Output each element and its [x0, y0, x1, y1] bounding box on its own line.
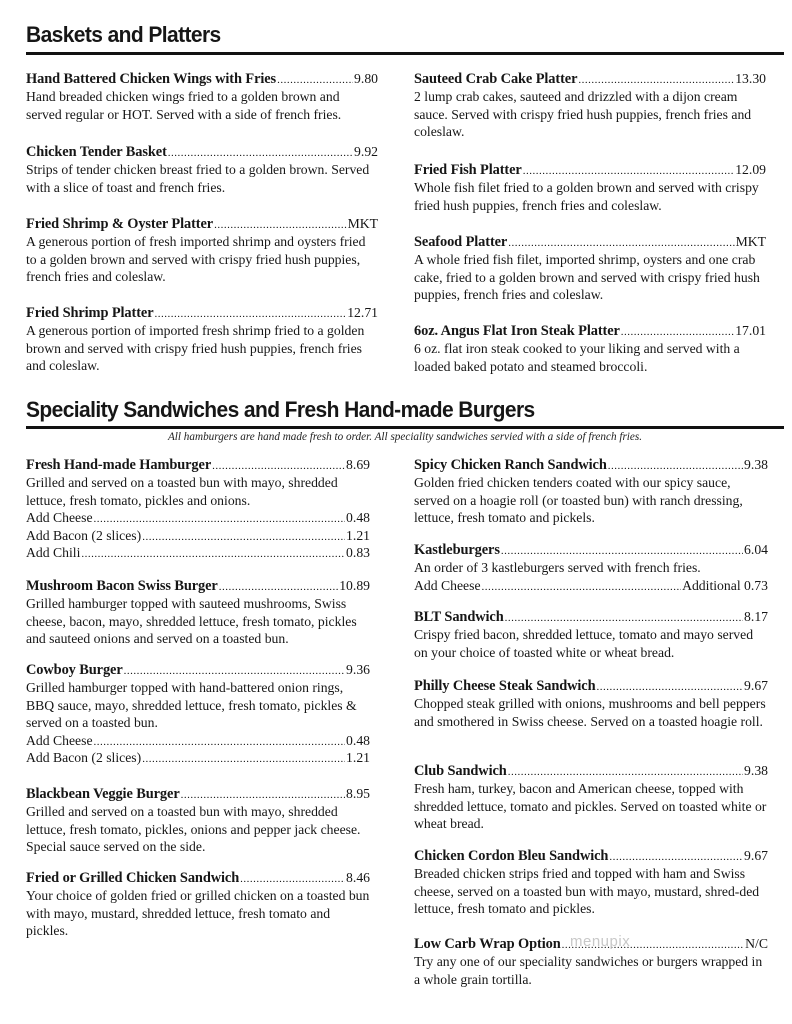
menu-item — [26, 215, 378, 286]
menu-item — [26, 785, 370, 856]
item-price: 8.95 — [346, 786, 370, 801]
item-price: 8.69 — [346, 457, 370, 472]
item-name: Fried Shrimp Platter — [26, 305, 154, 321]
item-name: Blackbean Veggie Burger — [26, 786, 180, 802]
item-price: 6.04 — [744, 542, 768, 557]
leader-dots — [124, 661, 345, 675]
item-description: Grilled hamburger topped with sauteed mushrooms, Swiss cheese, bacon, mayo, shredded lettuce, fresh tomato, pickles and sauteed onions and served on a toasted bun. — [26, 596, 357, 647]
addon-row — [26, 749, 370, 766]
leader-dots — [219, 577, 338, 591]
menu-item — [26, 869, 370, 940]
item-price: 17.01 — [735, 323, 766, 338]
item-price: 9.38 — [744, 457, 768, 472]
item-description: Fresh ham, turkey, bacon and American cheese, topped with shredded lettuce, tomato and pickles. Served on toasted white or wheat bread. — [414, 781, 767, 832]
addon-row — [26, 544, 370, 561]
item-description: Grilled and served on a toasted bun with mayo, shredded lettuce, fresh tomato, pickles and onions. — [26, 475, 338, 508]
item-description: Crispy fried bacon, shredded lettuce, tomato and mayo served on your choice of toasted white or wheat bread. — [414, 627, 754, 660]
item-name: 6oz. Angus Flat Iron Steak Platter — [414, 323, 620, 339]
item-name: Fried or Grilled Chicken Sandwich — [26, 870, 240, 886]
item-name: Chicken Cordon Bleu Sandwich — [414, 848, 609, 864]
addon-price: 1.21 — [346, 527, 370, 543]
leader-dots — [168, 143, 353, 157]
leader-dots — [505, 608, 743, 622]
item-price: MKT — [735, 234, 766, 249]
menu-item — [414, 541, 768, 594]
watermark-logo: menupix — [570, 933, 631, 950]
leader-dots — [501, 541, 743, 555]
addon-price: Additional 0.73 — [682, 577, 768, 593]
leader-dots — [240, 869, 345, 883]
menu-item — [414, 161, 766, 214]
item-name: Mushroom Bacon Swiss Burger — [26, 578, 218, 594]
item-name: Kastleburgers — [414, 542, 500, 558]
menu-item — [26, 70, 378, 123]
menu-item — [26, 304, 378, 375]
item-price: 9.92 — [354, 144, 378, 159]
menu-item — [414, 608, 768, 661]
item-price: 13.30 — [735, 71, 766, 86]
item-name: Chicken Tender Basket — [26, 144, 167, 160]
menu-item — [414, 762, 768, 833]
leader-dots — [181, 785, 345, 799]
section-title-baskets: Baskets and Platters — [26, 23, 221, 48]
item-description: Strips of tender chicken breast fried to a golden brown. Served with a slice of toast and french fries. — [26, 162, 370, 195]
addon-price: 1.21 — [346, 750, 370, 766]
item-price: 9.36 — [346, 662, 370, 677]
item-description: Try any one of our speciality sandwiches or burgers wrapped in a whole grain tortilla. — [414, 954, 763, 987]
addon-row — [26, 527, 370, 544]
leader-dots — [155, 304, 347, 318]
item-price: 8.17 — [744, 609, 768, 624]
item-price: 9.38 — [744, 763, 768, 778]
item-name: Fried Shrimp & Oyster Platter — [26, 216, 214, 232]
menu-item — [26, 661, 370, 766]
item-name: Cowboy Burger — [26, 662, 123, 678]
section-title-sandwiches: Speciality Sandwiches and Fresh Hand-made Burgers — [26, 398, 535, 423]
menu-item — [414, 456, 768, 527]
addon-label: Add Cheese — [26, 732, 93, 748]
addon-price: 0.48 — [346, 510, 370, 526]
leader-dots — [578, 70, 734, 84]
item-description: A generous portion of imported fresh shrimp fried to a golden brown and served with crispy fried hush puppies, french fries and coleslaw. — [26, 323, 365, 374]
item-description: Grilled and served on a toasted bun with mayo, shredded lettuce, fresh tomato, pickles, onions and pepper jack cheese. Special sauce served on the side. — [26, 804, 361, 855]
menu-item — [414, 233, 766, 304]
menu-item — [414, 677, 768, 730]
item-price: MKT — [347, 216, 378, 231]
section-rule — [26, 426, 784, 429]
item-description: Golden fried chicken tenders coated with our spicy sauce, served on a hoagie roll (or toasted bun) with ranch dressing, lettuce, fresh tomato and pickels. — [414, 475, 743, 526]
item-name: Fried Fish Platter — [414, 162, 522, 178]
item-description: Your choice of golden fried or grilled chicken on a toasted bun with mayo, mustard, shredded lettuce, fresh tomato and pickles. — [26, 888, 370, 939]
item-name: Seafood Platter — [414, 234, 508, 250]
section-rule — [26, 52, 784, 55]
leader-dots — [142, 749, 345, 763]
item-name: Philly Cheese Steak Sandwich — [414, 678, 596, 694]
item-price: 12.71 — [347, 305, 378, 320]
leader-dots — [482, 577, 682, 591]
item-name: Spicy Chicken Ranch Sandwich — [414, 457, 607, 473]
leader-dots — [621, 322, 734, 336]
addon-row — [26, 509, 370, 526]
item-description: 6 oz. flat iron steak cooked to your liking and served with a loaded baked potato and steamed broccoli. — [414, 341, 740, 374]
item-name: Sauteed Crab Cake Platter — [414, 71, 578, 87]
addon-price: 0.83 — [346, 545, 370, 561]
item-price: 9.67 — [744, 678, 768, 693]
leader-dots — [608, 456, 743, 470]
leader-dots — [214, 215, 347, 229]
leader-dots — [94, 509, 346, 523]
item-price: 12.09 — [735, 162, 766, 177]
addon-row — [414, 577, 768, 594]
leader-dots — [212, 456, 345, 470]
addon-label: Add Bacon (2 slices) — [26, 750, 142, 766]
item-description: A whole fried fish filet, imported shrimp, oysters and one crab cake, fried to a golden brown and served with crispy fried hush puppies, french fries and coleslaw. — [414, 252, 760, 303]
item-description: A generous portion of fresh imported shrimp and oysters fried to a golden brown and served with crispy fried hush puppies, french fries and coleslaw. — [26, 234, 366, 285]
item-price: 9.80 — [354, 71, 378, 86]
menu-item — [26, 456, 370, 561]
item-description: Grilled hamburger topped with hand-battered onion rings, BBQ sauce, mayo, shredded lettuce, fresh tomato, pickles & served on a toasted bun. — [26, 680, 357, 731]
item-name: Hand Battered Chicken Wings with Fries — [26, 71, 277, 87]
leader-dots — [609, 847, 743, 861]
menu-item — [414, 322, 766, 375]
addon-label: Add Bacon (2 slices) — [26, 527, 142, 543]
addon-label: Add Cheese — [26, 510, 93, 526]
leader-dots — [508, 233, 734, 247]
item-name: Fresh Hand-made Hamburger — [26, 457, 212, 473]
item-description: 2 lump crab cakes, sauteed and drizzled with a dijon cream sauce. Served with crispy fried hush puppies, french fries and coleslaw. — [414, 89, 752, 140]
addon-label: Add Chili — [26, 545, 81, 561]
leader-dots — [142, 527, 345, 541]
leader-dots — [597, 677, 744, 691]
section-note: All hamburgers are hand made fresh to order. All speciality sandwiches servied with a side of french fries. — [167, 431, 643, 443]
item-price: 8.46 — [346, 870, 370, 885]
item-description: Breaded chicken strips fried and topped with ham and Swiss cheese, served on a toasted bun with mayo, mustard, shred-ded lettuce, fresh tomato and pickles. — [414, 866, 760, 917]
leader-dots — [94, 732, 346, 746]
item-price: 10.89 — [339, 578, 370, 593]
item-description: An order of 3 kastleburgers served with french fries. — [414, 560, 701, 576]
item-name: Club Sandwich — [414, 763, 507, 779]
leader-dots — [81, 544, 345, 558]
leader-dots — [277, 70, 353, 84]
item-price: N/C — [745, 936, 768, 951]
menu-item — [414, 70, 766, 141]
menu-item — [26, 143, 378, 196]
leader-dots — [508, 762, 743, 776]
item-name: Low Carb Wrap Option — [414, 936, 561, 952]
menu-item — [414, 847, 768, 918]
addon-row — [26, 732, 370, 749]
menu-item — [26, 577, 370, 648]
item-price: 9.67 — [744, 848, 768, 863]
item-description: Whole fish filet fried to a golden brown and served with crispy fried hush puppies, french fries and coleslaw. — [414, 180, 759, 213]
item-description: Chopped steak grilled with onions, mushrooms and bell peppers and smothered in Swiss cheese. Served on a toasted hoagie roll. — [414, 696, 766, 729]
addon-price: 0.48 — [346, 732, 370, 748]
addon-label: Add Cheese — [414, 577, 481, 593]
item-description: Hand breaded chicken wings fried to a golden brown and served regular or HOT. Served with a side of french fries. — [26, 89, 342, 122]
item-name: BLT Sandwich — [414, 609, 504, 625]
leader-dots — [523, 161, 735, 175]
